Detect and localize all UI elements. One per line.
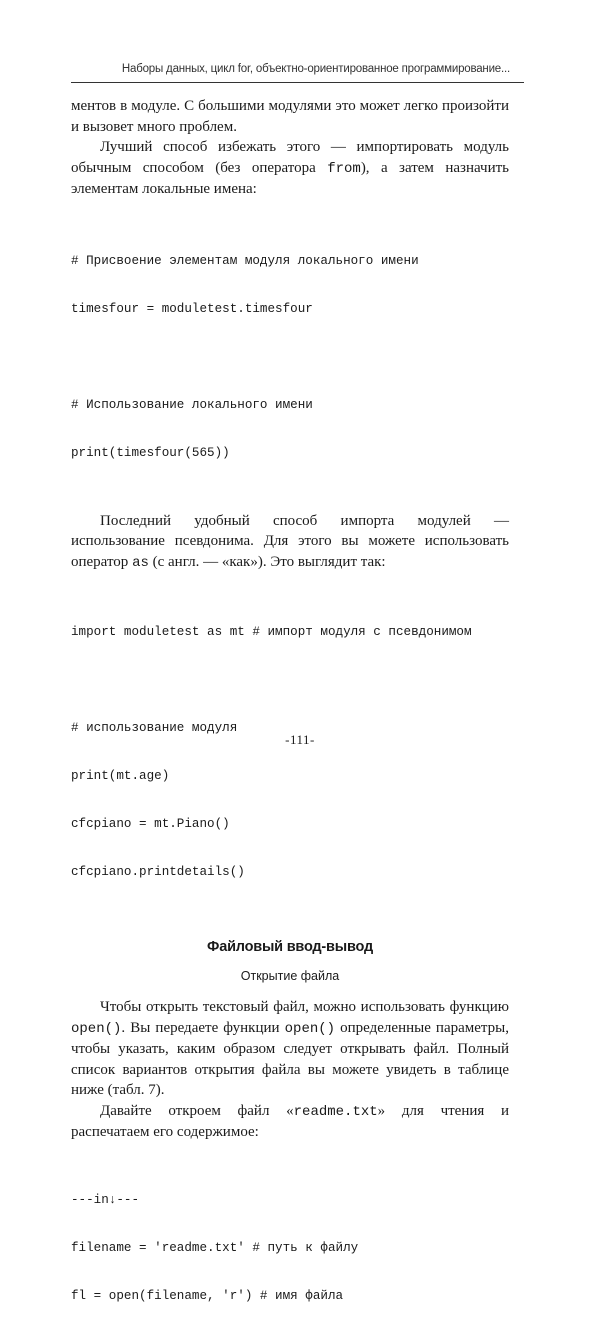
section-title: Файловый ввод-вывод [207, 939, 373, 955]
paragraph-text: ), а затем назначить элементам локальные имена: [71, 159, 509, 197]
paragraph-text: (с англ. — «как»). Это выглядит так: [148, 553, 386, 570]
code-block-open-file [71, 1160, 509, 1336]
paragraph-alias [71, 511, 509, 574]
paragraph-readme [71, 1101, 509, 1143]
code-line: print(timesfour(565)) [71, 445, 230, 460]
inline-code-open: open() [284, 1020, 336, 1037]
code-line: cfcpiano.printdetails() [71, 865, 245, 879]
code-line: ---in↓--- [71, 1192, 140, 1207]
paragraph-text: Чтобы открыть текстовый файл, можно использовать функцию [100, 999, 509, 1015]
code-block-alias [71, 592, 509, 912]
paragraph-local-names [71, 137, 509, 200]
page-content [71, 96, 509, 1336]
running-header: Наборы данных, цикл for, объектно-ориентированное программирование... [121, 63, 510, 75]
subsection-title: Открытие файла [240, 969, 340, 983]
paragraph-continuation: ментов в модуле. С большими модулями это может легко произойти и вызовет много проблем. [71, 98, 509, 135]
code-line: # использование модуля [71, 721, 238, 735]
inline-code-from: from [327, 160, 361, 177]
code-line: # Присвоение элементам модуля локального имени [71, 253, 419, 268]
paragraph-text: Давайте откроем файл « [100, 1102, 294, 1119]
paragraph-text: Лучший способ избежать этого — импортировать модуль обычным способом (без оператора [71, 139, 509, 176]
paragraph-text: Последний удобный способ импорта модулей — использование псевдонима. Для этого вы можете использовать оператор [71, 512, 509, 570]
code-line: # Использование локального имени [71, 397, 313, 412]
code-line: print(mt.age) [71, 769, 170, 783]
code-line [71, 349, 509, 365]
code-block-local-names [71, 221, 509, 493]
page-number: -111- [285, 732, 315, 747]
code-line: filename = 'readme.txt' # путь к файлу [71, 1240, 359, 1255]
inline-code-readme: readme.txt [293, 1103, 378, 1120]
inline-code-open: open() [71, 1020, 122, 1037]
paragraph-text: определенные параметры, чтобы указать, каким образом следует открывать файл. Полный список вариантов открытия файла вы можете увидеть в таблице ниже (табл. 7). [71, 1019, 509, 1098]
code-line: fl = open(filename, 'r') # имя файла [71, 1288, 344, 1303]
paragraph-text: . Вы передаете функции [121, 1019, 285, 1036]
paragraph-open-function [71, 997, 509, 1101]
paragraph-text: » для чтения и распечатаем его содержимое: [71, 1102, 509, 1140]
code-line [71, 672, 509, 688]
header-rule [71, 82, 524, 83]
code-line: import moduletest as mt # импорт модуля с псевдонимом [71, 625, 472, 639]
code-line: cfcpiano = mt.Piano() [71, 817, 230, 831]
code-line: timesfour = moduletest.timesfour [71, 301, 313, 316]
inline-code-as: as [132, 554, 149, 571]
